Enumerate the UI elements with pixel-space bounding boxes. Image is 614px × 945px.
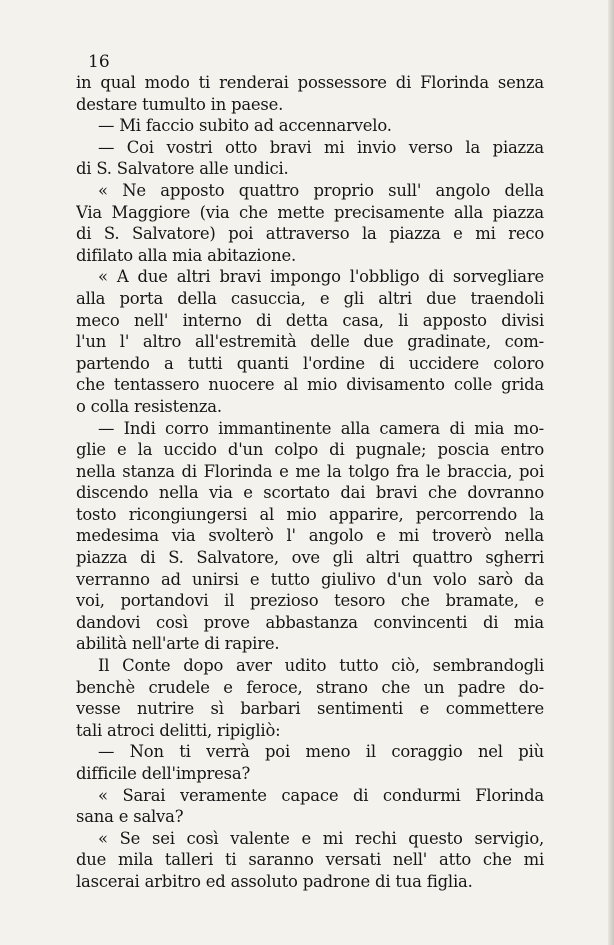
- text-line: discendo nella via e scortato dai bravi che dovranno: [76, 483, 544, 503]
- text-line: medesima via svolterò l' angolo e mi troverò nella: [76, 526, 544, 546]
- body-text: [76, 72, 544, 893]
- text-line: destare tumulto in paese.: [76, 94, 284, 114]
- text-line: benchè crudele e feroce, strano che un padre do-: [76, 677, 544, 697]
- text-line: sana e salva?: [76, 807, 184, 827]
- text-line: abilità nell'arte di rapire.: [76, 634, 280, 654]
- text-line: « Ne apposto quattro proprio sull' angolo della: [98, 180, 544, 200]
- text-line: partendo a tutti quanti l'ordine di uccidere coloro: [76, 353, 544, 373]
- text-line: voi, portandovi il prezioso tesoro che bramate, e: [76, 591, 544, 611]
- text-line: Il Conte dopo aver udito tutto ciò, sembrandogli: [98, 656, 544, 676]
- text-line: dandovi così prove abbastanza convincenti di mia: [76, 612, 544, 632]
- text-line: di S. Salvatore) poi attraverso la piazza e mi reco: [76, 224, 544, 244]
- text-line: vesse nutrire sì barbari sentimenti e commettere: [76, 699, 544, 719]
- text-line: o colla resistenza.: [76, 396, 222, 416]
- text-line: alla porta della casuccia, e gli altri due traendoli: [76, 288, 544, 308]
- text-line: in qual modo ti renderai possessore di Florinda senza: [76, 73, 544, 92]
- text-line: « Sarai veramente capace di condurmi Florinda: [98, 785, 544, 805]
- text-line: Via Maggiore (via che mette precisamente alla piazza: [76, 202, 544, 222]
- text-line: l'un l' altro all'estremità delle due gradinate, com-: [76, 332, 544, 352]
- text-line: meco nell' interno di detta casa, li apposto divisi: [76, 310, 544, 330]
- page-number: 16: [88, 52, 110, 72]
- text-line: nella stanza di Florinda e me la tolgo fra le braccia, poi: [76, 461, 544, 481]
- text-line: lascerai arbitro ed assoluto padrone di tua figlia.: [76, 871, 473, 891]
- text-line: di S. Salvatore alle undici.: [76, 159, 289, 179]
- text-line: — Indi corro immantinente alla camera di mia mo-: [98, 418, 544, 438]
- page-edge: [608, 0, 614, 945]
- text-line: due mila talleri ti saranno versati nell' atto che mi: [76, 850, 544, 870]
- text-line: « Se sei così valente e mi rechi questo servigio,: [98, 828, 544, 848]
- text-line: « A due altri bravi impongo l'obbligo di sorvegliare: [98, 267, 544, 287]
- text-line: piazza di S. Salvatore, ove gli altri quattro sgherri: [76, 548, 544, 568]
- text-line: — Non ti verrà poi meno il coraggio nel più: [98, 742, 544, 762]
- text-line: verranno ad unirsi e tutto giulivo d'un volo sarò da: [76, 569, 544, 589]
- text-line: che tentassero nuocere al mio divisamento colle grida: [76, 375, 544, 395]
- text-line: — Mi faccio subito ad accennarvelo.: [98, 116, 392, 136]
- text-line: — Coi vostri otto bravi mi invio verso la piazza: [98, 137, 544, 157]
- text-line: tosto ricongiungersi al mio apparire, percorrendo la: [76, 504, 544, 524]
- text-line: difilato alla mia abitazione.: [76, 245, 297, 265]
- text-line: glie e la uccido d'un colpo di pugnale; poscia entro: [76, 440, 544, 460]
- text-line: tali atroci delitti, ripigliò:: [76, 720, 281, 740]
- text-line: difficile dell'impresa?: [76, 764, 251, 783]
